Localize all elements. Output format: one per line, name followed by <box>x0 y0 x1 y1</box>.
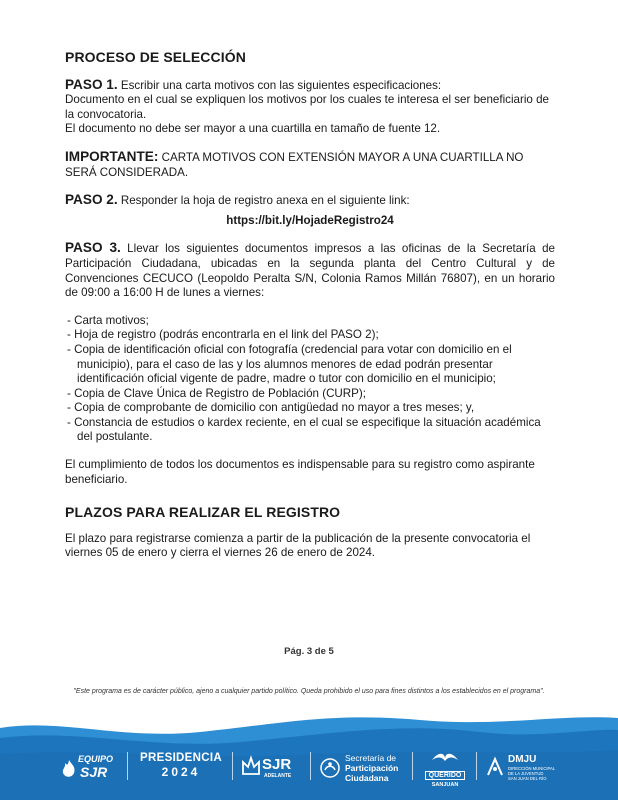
logo-presidencia <box>136 752 226 786</box>
paso-1-text: Escribir una carta motivos con las siguientes especificaciones: <box>117 78 442 92</box>
paso-1-line2: Documento en el cual se expliquen los motivos por los cuales te interesa el ser beneficiario de la convocatoria. <box>65 93 549 121</box>
bird-icon <box>430 750 460 764</box>
logo-dmju <box>484 752 564 786</box>
flame-icon <box>58 758 80 780</box>
list-item: - Carta motivos; <box>67 313 149 327</box>
paso-3-label: PASO 3. <box>65 240 121 256</box>
people-icon <box>318 756 342 780</box>
disclaimer: "Este programa es de carácter público, ajeno a cualquier partido político. Queda prohibido el uso para fines distintos a los establecidos en el programa". <box>73 688 545 695</box>
logo-sjr-adelante <box>240 752 304 786</box>
list-item: - Constancia de estudios o kardex reciente, en el cual se especifique la situación académica del postulante. <box>67 415 541 444</box>
paso-1 <box>65 78 555 137</box>
list-item: - Copia de comprobante de domicilio con antigüedad no mayor a tres meses; y, <box>67 401 475 415</box>
list-item: - Copia de identificación oficial con fotografía (credencial para votar con domicilio en el municipio), para el caso de las y los alumnos menores de edad podrán presentar identificación oficial vigente de padre, madre o tutor con domicilio en el municipio; <box>67 342 512 386</box>
dmju-line2: DIRECCIÓN MUNICIPAL <box>508 766 556 771</box>
registro-link[interactable]: https://bit.ly/HojadeRegistro24 <box>226 213 394 227</box>
heading-plazos: PLAZOS PARA REALIZAR EL REGISTRO <box>65 504 341 521</box>
dmju-line4: SAN JUAN DEL RÍO <box>508 776 547 781</box>
presidencia-year: 2024 <box>161 765 201 779</box>
paso-1-label: PASO 1. <box>65 76 118 92</box>
separator <box>232 752 233 780</box>
equipo-text: EQUIPO <box>78 754 114 764</box>
paso-2-text: Responder la hoja de registro anexa en el siguiente link: <box>117 194 410 208</box>
importante-notice <box>65 150 555 180</box>
paso-3 <box>65 241 555 300</box>
sjr-text: SJR <box>80 764 108 780</box>
document-body <box>65 50 555 561</box>
dmju-title: DMJU <box>508 754 537 765</box>
secretaria-line1: Secretaría de <box>345 753 397 763</box>
separator <box>412 752 413 780</box>
dmju-emblem-icon <box>484 755 506 779</box>
logo-equipo-sjr <box>58 752 120 786</box>
heading-proceso-seleccion: PROCESO DE SELECCIÓN <box>65 49 246 65</box>
paso-3-text: Llevar los siguientes documentos impresos a las oficinas de la Secretaría de Participación Ciudadana, ubicadas en la segunda planta del Centro Cultural y de Convenciones CECUCO (Leopoldo Peralta S/N, Colonia Ramos Millán 76807), en un horario de 09:00 a 16:00 H de lunes a viernes: <box>65 242 555 300</box>
logo-secretaria <box>318 752 408 786</box>
dmju-line3: DE LA JUVENTUD <box>508 771 544 776</box>
paso-1-line3: El documento no debe ser mayor a una cuartilla en tamaño de fuente 12. <box>65 122 441 136</box>
separator <box>476 752 477 780</box>
page-number: Pág. 3 de 5 <box>284 646 334 657</box>
adelante-text: ADELANTE <box>264 773 292 779</box>
importante-text: CARTA MOTIVOS CON EXTENSIÓN MAYOR A UNA CUARTILLA NO SERÁ CONSIDERADA. <box>65 150 524 179</box>
paso-1-intro <box>65 78 555 94</box>
logo-querido-sanjuan <box>420 750 470 786</box>
list-item: - Copia de Clave Única de Registro de Población (CURP); <box>67 386 366 400</box>
secretaria-line3: Ciudadana <box>345 773 389 783</box>
sanjuan-text: SANJUAN <box>431 782 459 788</box>
list-item: - Hoja de registro (podrás encontrarla en el link del PASO 2); <box>67 328 379 342</box>
paso-2-intro <box>65 193 555 209</box>
sjr-logo-text: SJR <box>262 756 292 773</box>
separator <box>310 752 311 780</box>
separator <box>127 752 128 780</box>
paso-2 <box>65 193 555 228</box>
presidencia-text: PRESIDENCIA <box>140 752 222 764</box>
importante-label: IMPORTANTE: <box>65 148 159 164</box>
querido-text: QUERIDO <box>425 771 466 780</box>
paso-2-label: PASO 2. <box>65 192 118 208</box>
requisitos-list <box>65 314 555 445</box>
crown-icon <box>240 754 262 780</box>
secretaria-line2: Participación <box>345 763 399 773</box>
cumplimiento-note: El cumplimiento de todos los documentos es indispensable para su registro como aspirante beneficiario. <box>65 458 535 486</box>
plazos-text: El plazo para registrarse comienza a partir de la publicación de la presente convocatoria el viernes 05 de enero y cierra el viernes 26 de enero de 2024. <box>65 531 531 560</box>
